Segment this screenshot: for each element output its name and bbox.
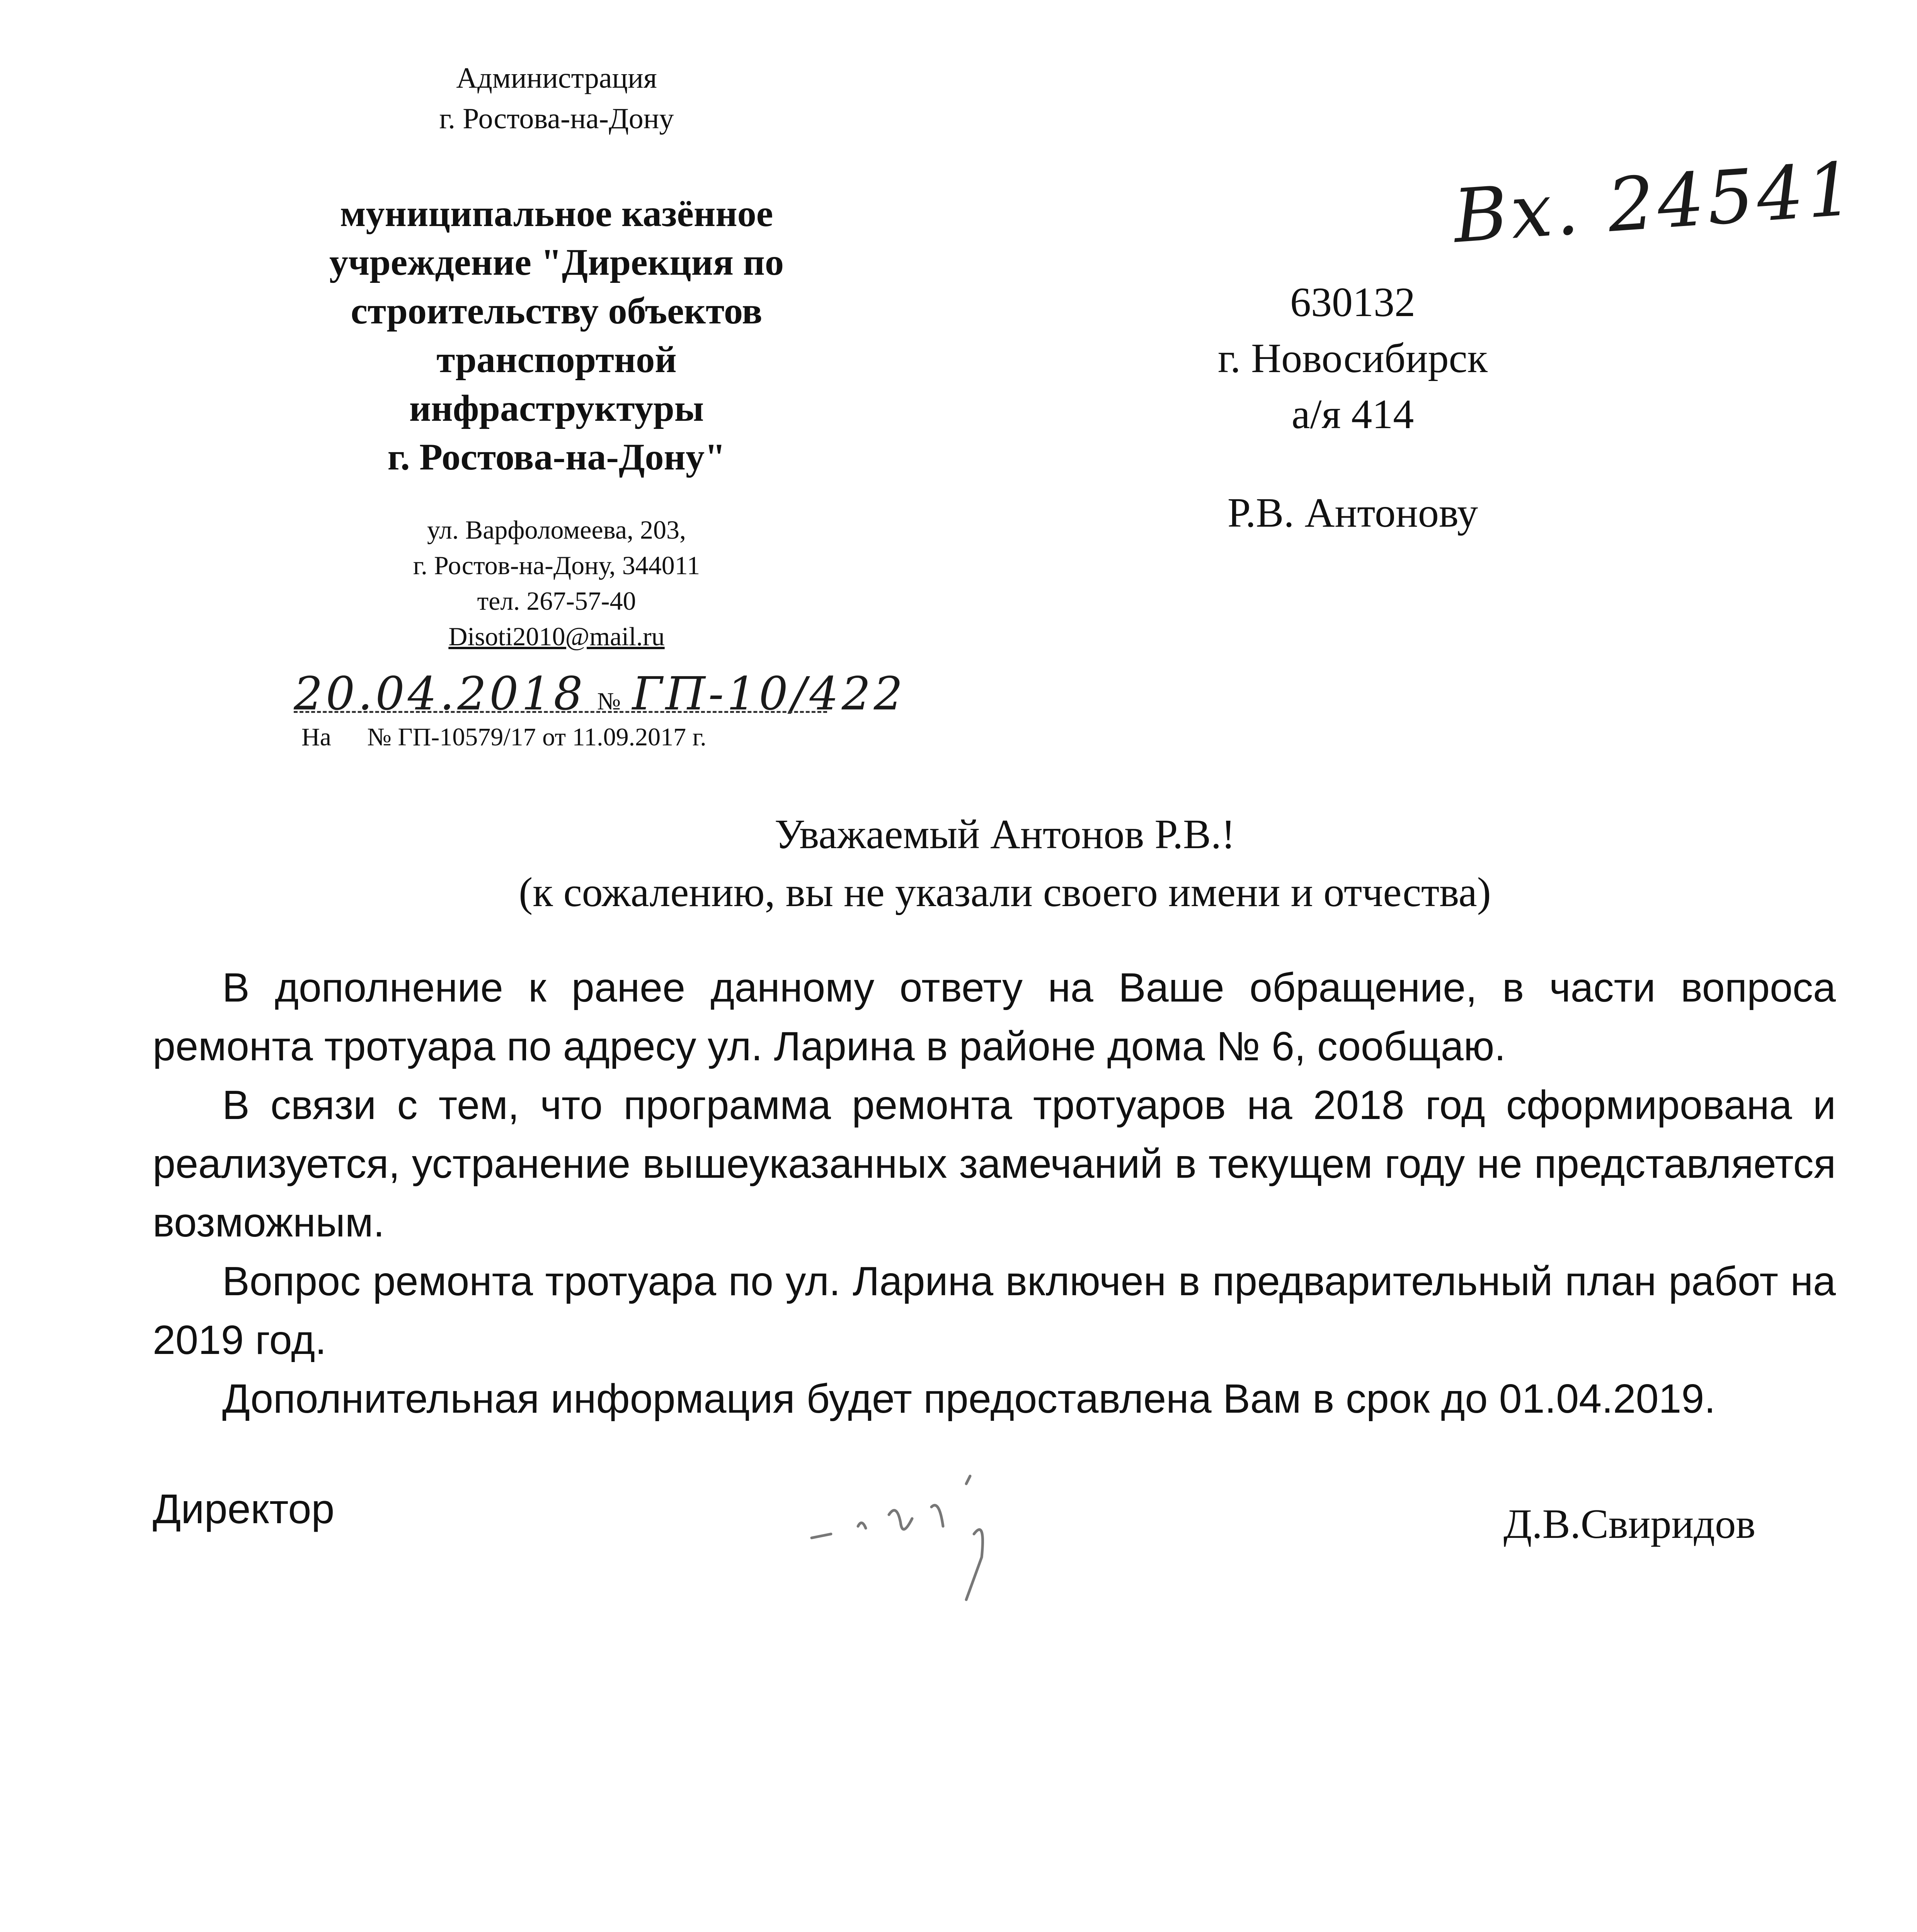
letterhead-city: г. Ростова-на-Дону [439,102,674,135]
reply-label: На [301,723,331,751]
registration-underline [294,711,827,713]
org-line: инфраструктуры [409,388,704,429]
body-paragraph: Дополнительная информация будет предоставлена Вам в срок до 01.04.2019. [222,1376,1716,1422]
body-paragraph: В дополнение к ранее данному ответу на Ваше обращение, в части вопроса ремонта тротуара по адресу ул. Ларина в районе дома № 6, сообщаю. [153,965,1836,1069]
org-phone: тел. 267-57-40 [477,586,636,616]
reply-ref: № ГП-10579/17 от 11.09.2017 г. [367,723,707,751]
registration-date: 20.04.2018 [294,667,586,720]
recipient-postcode: 630132 [1290,279,1415,325]
greeting [348,806,1662,922]
body-paragraph: В связи с тем, что программа ремонта тротуаров на 2018 год сформирована и реализуется, устранение вышеуказанных замечаний в текущем году не представляется возможным. [153,1082,1836,1245]
org-email [309,619,804,654]
greeting-salutation: Уважаемый Антонов Р.В.! [775,811,1235,857]
recipient-box: а/я 414 [1291,391,1414,437]
org-address: ул. Варфоломеева, 203, [427,515,686,544]
org-address-city: г. Ростов-на-Дону, 344011 [413,551,700,580]
registration-number-label: № [597,687,621,715]
recipient-city: г. Новосибирск [1218,335,1488,381]
org-line: муниципальное казённое [340,193,773,235]
registration-line [294,667,906,726]
signatory-name: Д.В.Свиридов [1503,1501,1756,1547]
incoming-stamp: Вх. 24541 [1451,146,1859,260]
org-line: учреждение "Дирекция по [329,242,784,283]
letter-body [153,958,1836,1428]
recipient-block [1159,274,1546,442]
email-link: Disoti2010@mail.ru [448,622,665,651]
body-paragraph: Вопрос ремонта тротуара по ул. Ларина включен в предварительный план работ на 2019 год. [153,1259,1836,1363]
recipient-name: Р.В. Антонову [1227,490,1478,536]
reply-reference [301,722,707,753]
signatory-position: Директор [153,1485,335,1532]
org-line: транспортной [436,339,677,381]
organization-name [232,189,881,481]
greeting-note: (к сожалению, вы не указали своего имени и отчества) [519,869,1491,915]
org-line: строительству объектов [351,290,763,332]
registration-number: ГП-10/422 [632,667,906,720]
org-contacts [309,512,804,654]
handwritten-signature [804,1461,1074,1623]
org-line: г. Ростова-на-Дону" [387,436,726,478]
letterhead-admin: Администрация [456,62,657,94]
